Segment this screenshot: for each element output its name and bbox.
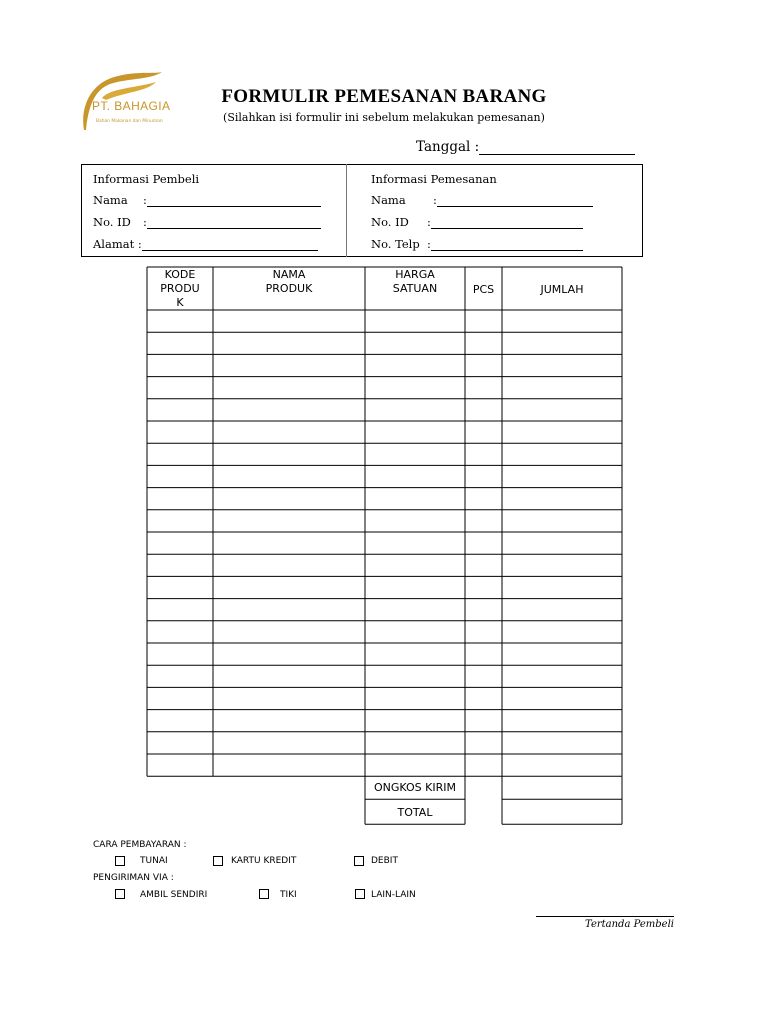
checkbox-debit[interactable] — [354, 856, 364, 866]
logo-tagline: Bahan Makanan dan Minuman — [96, 119, 163, 124]
col-header-harga-satuan: HARGA SATUAN — [392, 268, 438, 295]
buyer-id-field[interactable]: No. ID : — [93, 215, 321, 229]
order-info-heading: Informasi Pemesanan — [371, 172, 497, 186]
option-ambil-sendiri-label: AMBIL SENDIRI — [140, 890, 208, 900]
delivery-heading: PENGIRIMAN VIA : — [93, 873, 174, 883]
buyer-address-label: Alamat — [93, 237, 135, 251]
buyer-info-heading: Informasi Pembeli — [93, 172, 200, 186]
buyer-name-label: Nama — [93, 193, 128, 207]
form-title: FORMULIR PEMESANAN BARANG — [221, 86, 547, 107]
option-tiki-label: TIKI — [280, 890, 297, 900]
col-header-kode: KODE PRODU K — [160, 268, 200, 309]
shipping-cost-label: ONGKOS KIRIM — [374, 781, 456, 794]
order-phone-label: No. Telp — [371, 237, 420, 251]
order-id-label: No. ID — [371, 215, 409, 229]
col-header-nama-produk: NAMA PRODUK — [265, 268, 313, 295]
buyer-id-label: No. ID — [93, 215, 131, 229]
checkbox-tiki[interactable] — [259, 889, 269, 899]
order-name-label: Nama — [371, 193, 406, 207]
signature-label: Tertanda Pembeli — [585, 919, 674, 930]
logo-company-name: PT. BAHAGIA — [92, 99, 171, 113]
order-id-field[interactable]: No. ID : — [371, 215, 583, 229]
checkbox-lain-lain[interactable] — [355, 889, 365, 899]
order-name-field[interactable]: Nama : — [371, 193, 593, 207]
checkbox-tunai[interactable] — [115, 856, 125, 866]
buyer-name-field[interactable]: Nama : — [93, 193, 321, 207]
checkbox-kartu-kredit[interactable] — [213, 856, 223, 866]
option-tunai-label: TUNAI — [140, 856, 168, 866]
option-debit-label: DEBIT — [371, 856, 398, 866]
option-lain-lain-label: LAIN-LAIN — [371, 890, 416, 900]
option-kartu-kredit-label: KARTU KREDIT — [231, 856, 297, 866]
signature-line[interactable] — [536, 916, 674, 917]
total-label: TOTAL — [397, 806, 433, 819]
col-header-jumlah: JUMLAH — [540, 283, 584, 296]
payment-heading: CARA PEMBAYARAN : — [93, 840, 187, 850]
order-phone-field[interactable]: No. Telp : — [371, 237, 583, 251]
checkbox-ambil-sendiri[interactable] — [115, 889, 125, 899]
col-header-pcs: PCS — [472, 283, 495, 296]
form-subtitle: (Silahkan isi formulir ini sebelum melakukan pemesanan) — [223, 111, 545, 124]
date-label: Tanggal : — [416, 139, 480, 155]
buyer-address-field[interactable]: Alamat : — [93, 237, 318, 251]
